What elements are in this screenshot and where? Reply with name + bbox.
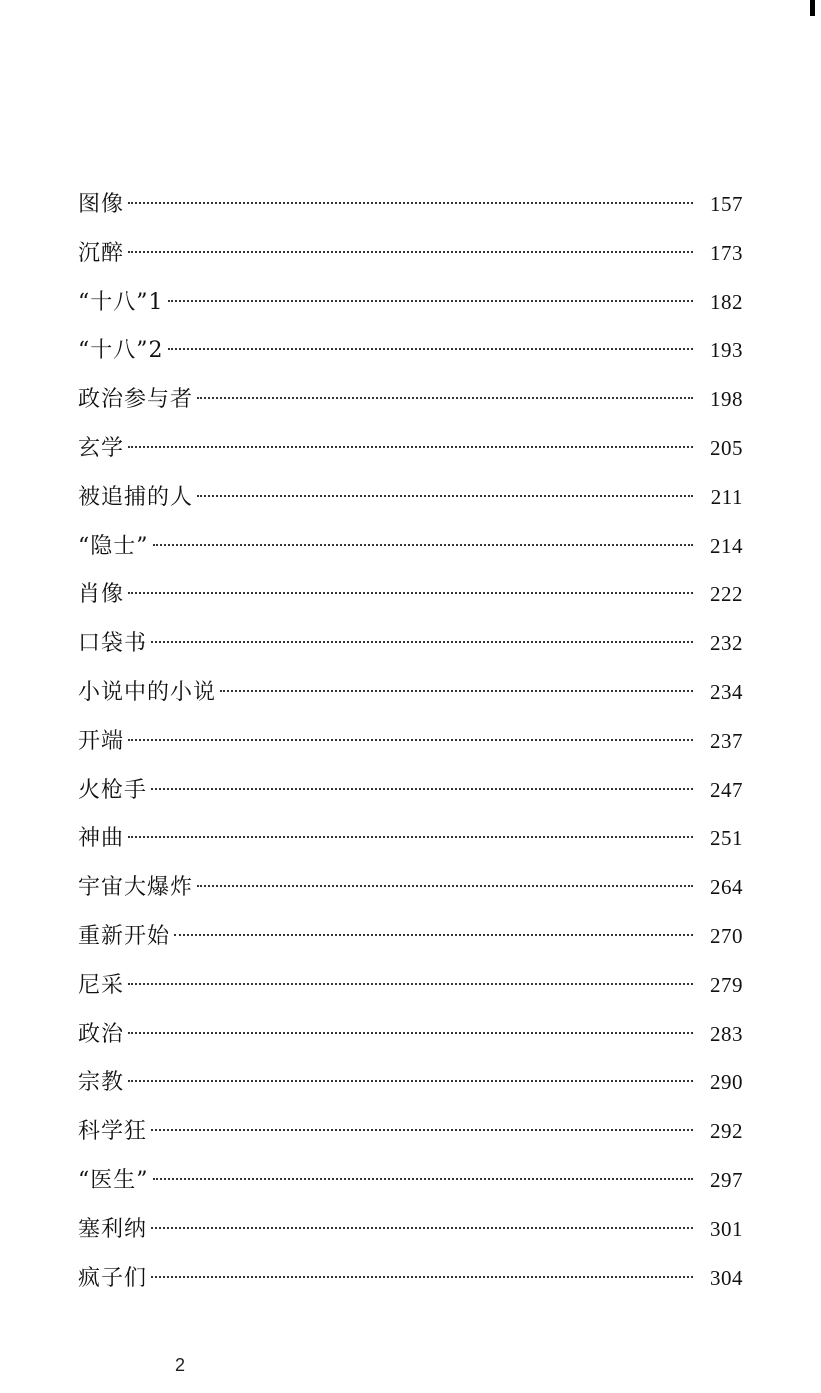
toc-dot-leader xyxy=(128,592,693,594)
toc-entry-page: 301 xyxy=(710,1216,743,1241)
toc-entry-page: 173 xyxy=(710,240,743,265)
toc-entry xyxy=(78,1205,743,1254)
toc-entry-title: 神曲 xyxy=(78,826,125,852)
toc-entry-page: 232 xyxy=(710,631,743,656)
toc-entry-title: 小说中的小说 xyxy=(78,679,217,705)
toc-dot-leader xyxy=(168,348,694,350)
toc-entry xyxy=(78,326,743,375)
toc-entry xyxy=(78,961,743,1010)
toc-entry-page: 290 xyxy=(710,1070,743,1095)
toc-entry-title: 口袋书 xyxy=(78,631,148,657)
toc-entry-title: 被追捕的人 xyxy=(78,484,194,510)
toc-entry xyxy=(78,229,743,278)
toc-entry-title: 沉醉 xyxy=(78,240,125,266)
toc-entry-page: 182 xyxy=(710,289,743,314)
toc-entry xyxy=(78,619,743,668)
page-edge-mark xyxy=(810,0,815,16)
toc-entry xyxy=(78,1058,743,1107)
toc-dot-leader xyxy=(128,1080,693,1082)
toc-entry-page: 279 xyxy=(710,972,743,997)
toc-entry-title: 尼采 xyxy=(78,972,125,998)
toc-entry-page: 304 xyxy=(710,1265,743,1290)
toc-dot-leader xyxy=(128,202,693,204)
toc-entry-title: 宇宙大爆炸 xyxy=(78,875,194,901)
toc-entry-page: 214 xyxy=(710,533,743,558)
toc-entry-page: 211 xyxy=(710,484,743,509)
toc-entry-page: 205 xyxy=(710,435,743,460)
toc-dot-leader xyxy=(174,934,693,936)
toc-entry-page: 264 xyxy=(710,875,743,900)
toc-entry-page: 193 xyxy=(710,338,743,363)
toc-entry-title: 塞利纳 xyxy=(78,1216,148,1242)
toc-entry-page: 292 xyxy=(710,1119,743,1144)
toc-dot-leader xyxy=(128,446,693,448)
toc-dot-leader xyxy=(128,251,693,253)
toc-dot-leader xyxy=(151,1276,693,1278)
toc-dot-leader xyxy=(220,690,693,692)
toc-entry xyxy=(78,717,743,766)
toc-entry xyxy=(78,1254,743,1303)
toc-entry-title: 肖像 xyxy=(78,582,125,608)
toc-entry xyxy=(78,1156,743,1205)
toc-dot-leader xyxy=(197,495,693,497)
toc-entry-title: 重新开始 xyxy=(78,923,171,949)
toc-entry-title: “十八”1 xyxy=(78,289,164,315)
toc-entry xyxy=(78,1010,743,1059)
toc-entry xyxy=(78,522,743,571)
toc-entry-title: 开端 xyxy=(78,728,125,754)
toc-entry-title: 图像 xyxy=(78,192,125,217)
toc-entry-title: 政治 xyxy=(78,1021,125,1047)
toc-entry-page: 247 xyxy=(710,777,743,802)
toc-dot-leader xyxy=(197,885,693,887)
toc-entry xyxy=(78,814,743,863)
toc-entry-title: 宗教 xyxy=(78,1070,125,1096)
toc-entry-page: 157 xyxy=(710,192,743,216)
toc-entry-title: 火枪手 xyxy=(78,777,148,803)
toc-dot-leader xyxy=(128,1032,693,1034)
toc-entry-title: “医生” xyxy=(78,1167,149,1193)
toc-entry-title: 玄学 xyxy=(78,435,125,461)
toc-dot-leader xyxy=(197,397,693,399)
toc-entry xyxy=(78,375,743,424)
toc-entry xyxy=(78,863,743,912)
toc-entry-page: 222 xyxy=(710,582,743,607)
toc-entry-page: 297 xyxy=(710,1167,743,1192)
table-of-contents xyxy=(78,180,743,1302)
toc-entry-page: 198 xyxy=(710,387,743,412)
toc-dot-leader xyxy=(151,1129,693,1131)
toc-dot-leader xyxy=(168,300,694,302)
toc-dot-leader xyxy=(153,1178,694,1180)
toc-entry xyxy=(78,424,743,473)
toc-entry xyxy=(78,766,743,815)
toc-dot-leader xyxy=(153,544,694,546)
toc-entry xyxy=(78,912,743,961)
toc-entry-page: 234 xyxy=(710,679,743,704)
toc-entry xyxy=(78,473,743,522)
toc-entry xyxy=(78,1107,743,1156)
toc-entry-title: 政治参与者 xyxy=(78,387,194,413)
toc-entry-page: 283 xyxy=(710,1021,743,1046)
toc-entry-page: 251 xyxy=(710,826,743,851)
toc-dot-leader xyxy=(128,836,693,838)
toc-dot-leader xyxy=(128,983,693,985)
toc-entry-title: “隐士” xyxy=(78,533,149,559)
toc-entry xyxy=(78,570,743,619)
toc-entry-page: 237 xyxy=(710,728,743,753)
toc-entry xyxy=(78,278,743,327)
toc-dot-leader xyxy=(128,739,693,741)
toc-entry xyxy=(78,180,743,229)
toc-entry-title: 科学狂 xyxy=(78,1119,148,1145)
toc-dot-leader xyxy=(151,788,693,790)
toc-entry-page: 270 xyxy=(710,923,743,948)
toc-dot-leader xyxy=(151,1227,693,1229)
toc-entry-title: “十八”2 xyxy=(78,338,164,364)
page-number: 2 xyxy=(175,1355,186,1375)
toc-entry xyxy=(78,668,743,717)
toc-dot-leader xyxy=(151,641,693,643)
toc-entry-title: 疯子们 xyxy=(78,1265,148,1291)
